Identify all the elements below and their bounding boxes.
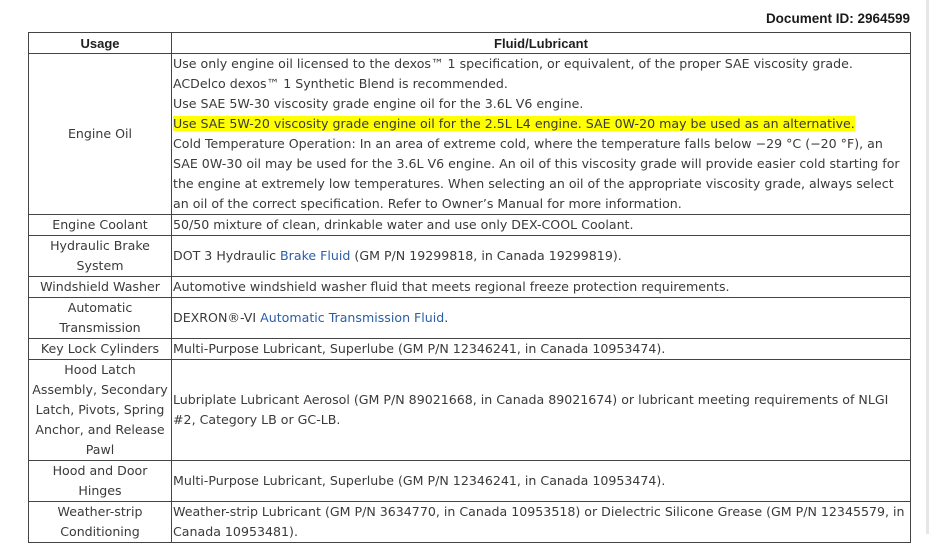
brake-fluid-suffix: (GM P/N 19299818, in Canada 19299819). bbox=[350, 248, 622, 263]
engine-oil-v6-paragraph: Use SAE 5W-30 viscosity grade engine oil for the 3.6L V6 engine. bbox=[173, 96, 584, 111]
usage-key-lock: Key Lock Cylinders bbox=[29, 339, 172, 360]
transmission-fluid-link[interactable]: Automatic Transmission Fluid bbox=[260, 310, 445, 325]
usage-automatic-transmission: Automatic Transmission bbox=[29, 298, 172, 339]
fluid-hood-latch: Lubriplate Lubricant Aerosol (GM P/N 89021668, in Canada 89021674) or lubricant meeting requirements of NLGI #2, Category LB or GC-LB. bbox=[172, 360, 911, 461]
header-fluid: Fluid/Lubricant bbox=[172, 33, 911, 54]
fluids-lubricants-table bbox=[28, 32, 911, 543]
transmission-fluid-prefix: DEXRON®-VI bbox=[173, 310, 261, 325]
fluid-hood-door-hinges: Multi-Purpose Lubricant, Superlube (GM P/N 12346241, in Canada 10953474). bbox=[172, 461, 911, 502]
table-row-key-lock bbox=[29, 339, 911, 360]
usage-hood-door-hinges: Hood and Door Hinges bbox=[29, 461, 172, 502]
usage-engine-coolant: Engine Coolant bbox=[29, 215, 172, 236]
fluid-engine-coolant: 50/50 mixture of clean, drinkable water and use only DEX-COOL Coolant. bbox=[172, 215, 911, 236]
engine-oil-dexos-paragraph: Use only engine oil licensed to the dexos™ 1 specification, or equivalent, of the proper SAE viscosity grade. ACDelco dexos™ 1 Synthetic Blend is recommended. bbox=[173, 56, 853, 91]
fluid-engine-oil bbox=[172, 54, 911, 215]
fluid-automatic-transmission bbox=[172, 298, 911, 339]
fluid-hydraulic-brake bbox=[172, 236, 911, 277]
usage-windshield-washer: Windshield Washer bbox=[29, 277, 172, 298]
usage-hydraulic-brake: Hydraulic Brake System bbox=[29, 236, 172, 277]
table-row-hood-door-hinges bbox=[29, 461, 911, 502]
document-id: Document ID: 2964599 bbox=[765, 11, 910, 26]
table-header-row bbox=[29, 33, 911, 54]
fluid-weather-strip: Weather-strip Lubricant (GM P/N 3634770, in Canada 10953518) or Dielectric Silicone Grease (GM P/N 12345579, in Canada 10953481). bbox=[172, 502, 911, 543]
table-row-windshield-washer bbox=[29, 277, 911, 298]
engine-oil-l4-highlighted-paragraph: Use SAE 5W-20 viscosity grade engine oil for the 2.5L L4 engine. SAE 0W-20 may be used as an alternative. bbox=[173, 116, 855, 131]
fluid-key-lock: Multi-Purpose Lubricant, Superlube (GM P/N 12346241, in Canada 10953474). bbox=[172, 339, 911, 360]
transmission-fluid-suffix: . bbox=[444, 310, 449, 325]
header-usage: Usage bbox=[29, 33, 172, 54]
table-row-engine-oil bbox=[29, 54, 911, 215]
usage-hood-latch: Hood Latch Assembly, Secondary Latch, Pivots, Spring Anchor, and Release Pawl bbox=[29, 360, 172, 461]
fluid-windshield-washer: Automotive windshield washer fluid that meets regional freeze protection requirements. bbox=[172, 277, 911, 298]
table-row-hood-latch bbox=[29, 360, 911, 461]
usage-weather-strip: Weather-strip Conditioning bbox=[29, 502, 172, 543]
table-row-weather-strip bbox=[29, 502, 911, 543]
brake-fluid-link[interactable]: Brake Fluid bbox=[280, 248, 351, 263]
usage-engine-oil: Engine Oil bbox=[29, 54, 172, 215]
table-row-automatic-transmission bbox=[29, 298, 911, 339]
brake-fluid-prefix: DOT 3 Hydraulic bbox=[173, 248, 281, 263]
engine-oil-cold-temperature-paragraph: Cold Temperature Operation: In an area of extreme cold, where the temperature falls below −29 °C (−20 °F), an SAE 0W-30 oil may be used for the 3.6L V6 engine. An oil of this viscosity grade will provide easier cold starting for the engine at extremely low temperatures. When selecting an oil of the appropriate viscosity grade, always select an oil of the correct specification. Refer to Owner’s Manual for more information. bbox=[173, 136, 900, 211]
table-row-engine-coolant bbox=[29, 215, 911, 236]
table-row-hydraulic-brake bbox=[29, 236, 911, 277]
